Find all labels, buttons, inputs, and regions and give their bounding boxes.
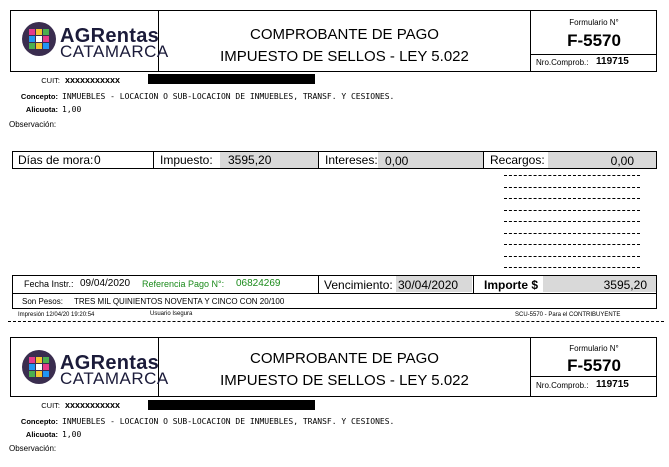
form-label: Formulario N°	[569, 18, 619, 27]
cuit-label-2: CUIT:	[41, 401, 60, 410]
observacion-label-2: Observación:	[9, 444, 57, 453]
doc-subtitle: IMPUESTO DE SELLOS - LEY 5.022	[220, 48, 469, 65]
comprob-number: 119715	[596, 56, 629, 67]
redacted-name-2	[148, 400, 315, 410]
fecha-label: Fecha Instr.:	[24, 279, 74, 289]
brand-name-2: AGRentas	[60, 352, 160, 374]
cut-line	[8, 321, 664, 322]
copy-label: SCU-5570 - Para el CONTRIBUYENTE	[515, 312, 621, 318]
comprob-label: Nro.Comprob.:	[536, 58, 589, 67]
doc-title-2: COMPROBANTE DE PAGO	[250, 350, 439, 367]
alicuota-value: 1,00	[62, 105, 82, 114]
cuit-value: xxxxxxxxxxx	[65, 75, 121, 85]
concepto-value: INMUEBLES - LOCACION O SUB-LOCACION DE INMUEBLES, TRANSF. Y CESIONES.	[62, 92, 395, 101]
dotted-line	[504, 187, 640, 188]
dotted-line	[504, 267, 640, 268]
concepto-label: Concepto:	[20, 92, 58, 101]
payment-mid-line	[12, 293, 657, 294]
dotted-line	[504, 210, 640, 211]
form-label-2: Formulario N°	[569, 344, 619, 353]
importe-value: 3595,20	[603, 278, 647, 292]
brand-subtitle: CATAMARCA	[60, 42, 169, 61]
comprob-divider-2	[530, 376, 657, 377]
brand-subtitle-2: CATAMARCA	[60, 369, 169, 388]
intereses-value: 0,00	[385, 154, 409, 168]
dotted-line	[504, 233, 640, 234]
importe-label: Importe $	[484, 278, 539, 292]
dotted-line	[504, 221, 640, 222]
comprob-label-2: Nro.Comprob.:	[536, 381, 589, 390]
comprob-divider	[530, 54, 657, 55]
venc-label: Vencimiento:	[324, 278, 393, 292]
dotted-line	[504, 256, 640, 257]
concepto-value-2: INMUEBLES - LOCACION O SUB-LOCACION DE INMUEBLES, TRANSF. Y CESIONES.	[62, 417, 395, 426]
payment-div2	[473, 275, 474, 293]
dotted-lines	[500, 170, 650, 275]
amounts-div2	[318, 151, 319, 169]
dias-value: 0	[94, 153, 101, 167]
cuit-label: CUIT:	[41, 76, 60, 85]
impresion: Impresión 12/04/20 19:20:54	[18, 312, 95, 318]
recargos-value: 0,00	[610, 154, 634, 168]
alicuota-label-2: Alicuota:	[25, 430, 58, 439]
form-number: F-5570	[567, 31, 621, 50]
son-value: TRES MIL QUINIENTOS NOVENTA Y CINCO CON 20/100	[74, 297, 285, 306]
ref-value: 06824269	[236, 278, 281, 289]
concepto-label-2: Concepto:	[20, 417, 58, 426]
alicuota-value-2: 1,00	[62, 430, 82, 439]
intereses-label: Intereses:	[325, 153, 378, 167]
logo-icon	[22, 22, 56, 56]
impuesto-label: Impuesto:	[160, 153, 213, 167]
venc-value: 30/04/2020	[398, 278, 459, 292]
usuario: Usuario Isegura	[150, 311, 193, 317]
comprob-number-2: 119715	[596, 379, 629, 390]
logo-icon	[22, 350, 56, 384]
amounts-div3	[483, 151, 484, 169]
brand-name: AGRentas	[60, 25, 160, 47]
cuit-value-2: xxxxxxxxxxx	[65, 400, 121, 410]
fecha-value: 09/04/2020	[80, 278, 131, 289]
doc-title: COMPROBANTE DE PAGO	[250, 26, 439, 43]
ref-label: Referencia Pago N°:	[142, 279, 225, 289]
impuesto-value: 3595,20	[228, 153, 272, 167]
alicuota-label: Alicuota:	[25, 105, 58, 114]
dotted-line	[504, 244, 640, 245]
son-label: Son Pesos:	[22, 297, 63, 306]
payment-div1	[318, 275, 319, 293]
observacion-label: Observación:	[9, 120, 57, 129]
dotted-line	[504, 175, 640, 176]
doc-subtitle-2: IMPUESTO DE SELLOS - LEY 5.022	[220, 372, 469, 389]
form-number-2: F-5570	[567, 356, 621, 375]
dotted-line	[504, 198, 640, 199]
amounts-div1	[153, 151, 154, 169]
recargos-label: Recargos:	[490, 153, 545, 167]
redacted-name	[148, 74, 315, 84]
dias-label: Días de mora:	[18, 153, 94, 167]
